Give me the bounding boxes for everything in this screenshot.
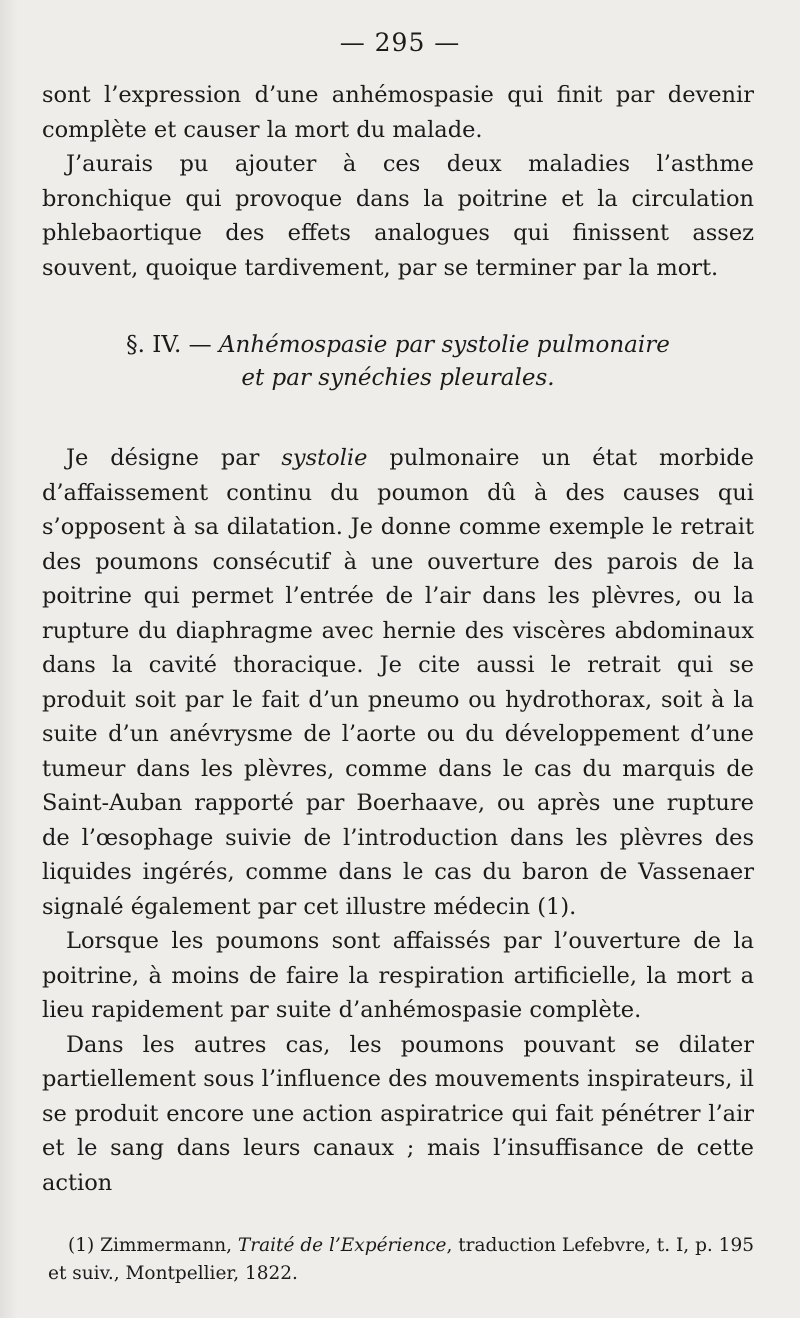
page-number: — 295 — bbox=[339, 28, 461, 57]
section-heading-line-1 bbox=[42, 329, 754, 362]
footnote-author: Zimmermann, bbox=[100, 1235, 238, 1256]
footnote-details: , traduction Lefebvre, t. I, p. 195 et suiv., Montpellier, 1822. bbox=[48, 1235, 754, 1284]
footnote-title: Traité de l’Expérience bbox=[237, 1235, 447, 1256]
section-heading-prefix: §. IV. — bbox=[126, 332, 219, 358]
section-heading bbox=[42, 329, 754, 395]
paragraph-3 bbox=[42, 441, 754, 924]
paragraph-3-italic-term: systolie bbox=[281, 445, 368, 471]
section-heading-title-1: Anhémospasie par systolie pulmonaire bbox=[218, 332, 670, 358]
paragraph-5: Dans les autres cas, les poumons pouvant se dilater partiellement sous l’influence des mouvements inspirateurs, il se produit encore une action aspiratrice qui fait pénétrer l’air et le sang dans leurs canaux ; mais l’insuffisance de cette action bbox=[42, 1031, 754, 1196]
body-text bbox=[42, 78, 754, 1200]
paragraph-3-start: Je désigne par bbox=[66, 445, 282, 471]
paragraph-2: J’aurais pu ajouter à ces deux maladies l’asthme bronchique qui provoque dans la poitrine et la circulation phlebaortique des effets analogues qui finissent assez souvent, quoique tardivement, par se terminer par la mort. bbox=[42, 151, 754, 281]
section-heading-line-2: et par synéchies pleurales. bbox=[241, 365, 555, 391]
footnote-marker: (1) bbox=[68, 1235, 95, 1256]
paragraph-4: Lorsque les poumons sont affaissés par l’ouverture de la poitrine, à moins de faire la respiration artificielle, la mort a lieu rapidement par suite d’anhémospasie complète. bbox=[42, 928, 754, 1023]
footnote bbox=[48, 1232, 758, 1288]
paragraph-1: sont l’expression d’une anhémospasie qui finit par devenir complète et causer la mort du malade. bbox=[42, 82, 754, 143]
paragraph-3-rest: pulmonaire un état morbide d’affaissement continu du poumon dû à des causes qui s’opposent à sa dilatation. Je donne comme exemple le retrait des poumons consécutif à une ouverture des parois de la poitrine qui permet l’entrée de l’air dans les plèvres, ou la rupture du diaphragme avec hernie des viscères abdominaux dans la cavité thoracique. Je cite aussi le retrait qui se produit soit par le fait d’un pneumo ou hydrothorax, soit à la suite d’un anévrysme de l’aorte ou du développement d’une tumeur dans les plèvres, comme dans le cas du marquis de Saint-Auban rapporté par Boerhaave, ou après une rupture de l’œsophage suivie de l’introduction dans les plèvres des liquides ingérés, comme dans le cas du baron de Vassenaer signalé également par cet illustre médecin (1). bbox=[42, 445, 754, 920]
